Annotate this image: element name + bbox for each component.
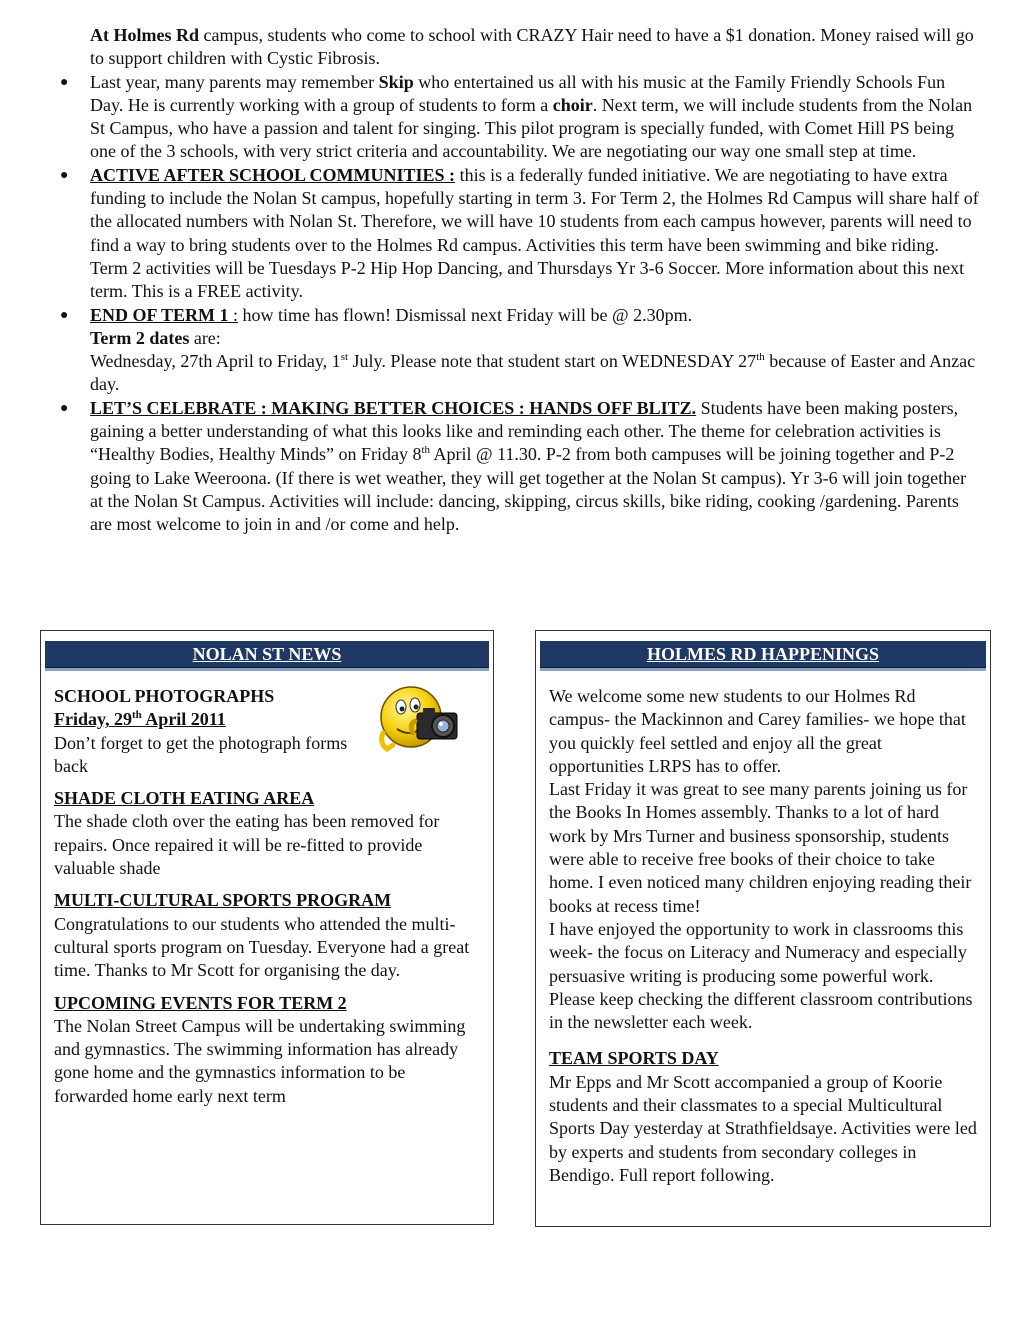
- holmes-welcome-text: We welcome some new students to our Holmes Rd campus- the Mackinnon and Carey families- we hope that you quickly feel settled and enjoy all the great opportunities LRPS has to offer.: [549, 686, 966, 776]
- multicultural-sports-text: Congratulations to our students who attended the multi-cultural sports program on Tuesday. Everyone had a great time. Thanks to Mr Scott for organising the day.: [54, 913, 470, 981]
- end-term-heading: END OF TERM 1: [90, 304, 234, 325]
- holmes-classroom-text: I have enjoyed the opportunity to work in classrooms this week- the focus on Literacy and Numeracy and especially persuasive writing is producing some powerful work. Please keep checking the different classroom contributions in the newsletter each week.: [549, 918, 973, 1033]
- aasc-heading: ACTIVE AFTER SCHOOL COMMUNITIES :: [90, 164, 456, 185]
- shade-cloth-section: [54, 787, 483, 880]
- holmes-rd-happenings-box: [535, 630, 991, 1227]
- smiley-camera-icon: [375, 685, 475, 755]
- shade-cloth-title: SHADE CLOTH EATING AREA: [54, 788, 315, 809]
- team-sports-title: TEAM SPORTS DAY: [549, 1048, 719, 1069]
- holmes-content: [549, 685, 980, 1187]
- bullet-dot-icon: ●: [60, 74, 69, 90]
- bullet-dot-icon: ●: [60, 400, 69, 416]
- shade-cloth-text: The shade cloth over the eating has been removed for repairs. Once repaired it will be re-fitted to provide valuable shade: [54, 811, 440, 879]
- newsletter-top-section: [60, 24, 980, 537]
- school-photographs-text: Don’t forget to get the photograph forms back: [54, 732, 348, 776]
- multicultural-sports-section: [54, 889, 483, 982]
- holmes-rd-lead: At Holmes Rd: [90, 25, 199, 45]
- holmes-banner-rule: [540, 668, 986, 671]
- nolan-st-news-box: [40, 630, 494, 1225]
- bullet-end-of-term: ● END OF TERM 1 : how time has flown! Dismissal next Friday will be @ 2.30pm. Term 2 dates are: Wednesday, 27th April to Friday, 1st July. Please note that student start on WEDNESDAY 27th because of Easter and Anzac day.: [60, 304, 976, 395]
- school-photographs-title: SCHOOL PHOTOGRAPHS: [54, 686, 275, 706]
- bullet-active-after-school: ● ACTIVE AFTER SCHOOL COMMUNITIES : this is a federally funded initiative. We are negotiating to have extra funding to include the Nolan St campus, hopefully starting in term 3. For Term 2, the Holmes Rd Campus will share half of the allocated numbers with Nolan St. Therefore, we will have 10 students from each campus however, parents will need to find a way to bring students over to the Holmes Rd campus. Activities this term have been swimming and bike riding. Term 2 activities will be Tuesdays P-2 Hip Hop Dancing, and Thursdays Yr 3-6 Soccer. More information about this next term. This is a FREE activity.: [60, 164, 979, 302]
- upcoming-events-section: [54, 992, 483, 1108]
- nolan-content: [54, 685, 483, 1117]
- nolan-banner: NOLAN ST NEWS: [45, 641, 489, 668]
- bullet-dot-icon: ●: [60, 307, 69, 323]
- bullet-skip-choir: ● Last year, many parents may remember Skip who entertained us all with his music at the Family Friendly Schools Fun Day. He is currently working with a group of students to form a choir. Next term, we will include students from the Nolan St Campus, who have a passion and talent for singing. This pilot program is specially funded, with Comet Hill PS being one of the 3 schools, with very strict criteria and accountability. We are negotiating our way one small step at time.: [60, 71, 973, 162]
- term2-dates-label: Term 2 dates: [90, 327, 190, 348]
- school-photographs-date: Friday, 29th April 2011: [54, 709, 226, 730]
- team-sports-text: Mr Epps and Mr Scott accompanied a group of Koorie students and their classmates to a special Multicultural Sports Day yesterday at Strathfieldsaye. Activities were led by experts and students from secondary colleges in Bendigo. Full report following.: [549, 1071, 977, 1185]
- bullet-lets-celebrate: ● LET’S CELEBRATE : MAKING BETTER CHOICES : HANDS OFF BLITZ. Students have been making posters, gaining a better understanding of what this looks like and reminding each other. The theme for celebration activities is “Healthy Bodies, Healthy Minds” on Friday 8th April @ 11.30. P-2 from both campuses will be joining together and P-2 going to Lake Weeroona. (If there is wet weather, they will get together at the Nolan St campus). Yr 3-6 will join together at the Nolan St Campus. Activities will include: dancing, skipping, circus skills, bike riding, cooking /gardening. Parents are most welcome to join in and /or come and help.: [60, 397, 967, 535]
- bullet-dot-icon: ●: [60, 167, 69, 183]
- holmes-crazy-hair-paragraph: At Holmes Rd campus, students who come to school with CRAZY Hair need to have a $1 donation. Money raised will go to support children with Cystic Fibrosis.: [90, 25, 974, 69]
- nolan-banner-rule: [45, 668, 489, 671]
- holmes-books-text: Last Friday it was great to see many parents joining us for the Books In Homes assembly. Thanks to a lot of hard work by Mrs Turner and business sponsorship, students were able to receive free books of their choice to take home. I even noticed many children enjoying reading their books at recess time!: [549, 779, 972, 916]
- upcoming-events-title: UPCOMING EVENTS FOR TERM 2: [54, 992, 347, 1013]
- holmes-banner: HOLMES RD HAPPENINGS: [540, 641, 986, 668]
- multicultural-sports-title: MULTI-CULTURAL SPORTS PROGRAM: [54, 890, 392, 911]
- celebrate-heading: LET’S CELEBRATE : MAKING BETTER CHOICES : HANDS OFF BLITZ.: [90, 397, 697, 418]
- upcoming-events-text: The Nolan Street Campus will be undertaking swimming and gymnastics. The swimming information has already gone home and the gymnastics information to be forwarded home early next term: [54, 1015, 466, 1106]
